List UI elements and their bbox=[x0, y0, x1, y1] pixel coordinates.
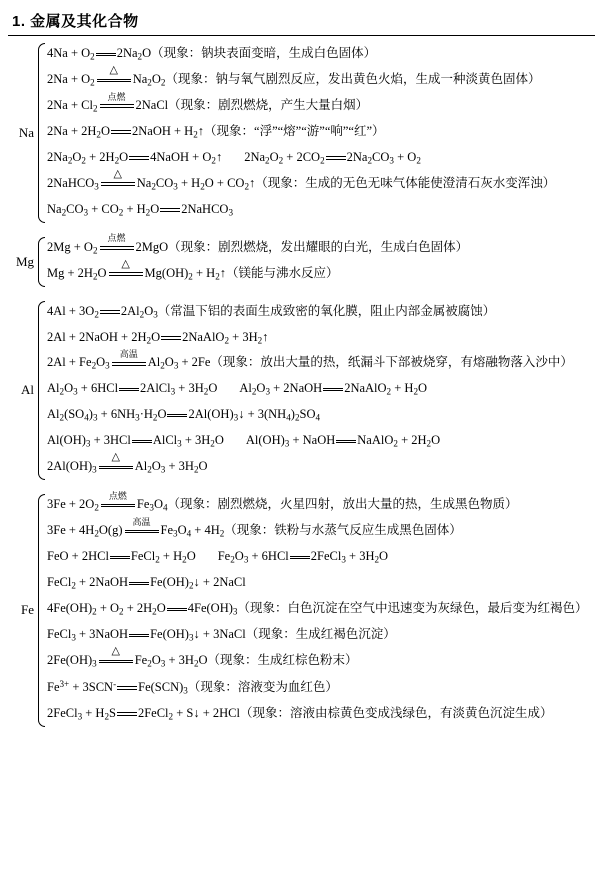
group-label-al: Al bbox=[21, 382, 34, 398]
equation-list-fe bbox=[47, 490, 595, 727]
equation-row: $2Na_2O_2 + 2H_2O$ 4NaOH + $O_2↑$ $2Na_2O_2 + 2CO_2$ $2Na_2CO_3 + O_2$ bbox=[47, 149, 421, 166]
group-label-na: Na bbox=[18, 124, 34, 140]
group-label-mg: Mg bbox=[15, 253, 34, 269]
group-fe bbox=[8, 490, 595, 727]
equation-row: $2Na + 2H_2O$ 2NaOH + $H_2↑$（现象：“浮”“熔”“游”“响”“红”） bbox=[47, 123, 385, 140]
equation-row: 2NaHCO$_3$ △ $Na_2CO_3 + H_2O$ + $CO_2↑$（现象：生成的无色无味气体能使澄清石灰水变浑浊） bbox=[47, 167, 556, 192]
equation-row: FeCl$_3$ + 3NaOH $Fe(OH)_3↓$ + 3NaCl（现象：生成红褐色沉淀） bbox=[47, 627, 396, 643]
group-brace bbox=[35, 300, 44, 482]
equation-row: 2Al + 2NaOH + $2H_2O$ 2NaAlO$_2$ + $3H_2↑$ bbox=[47, 329, 269, 346]
group-brace bbox=[35, 493, 44, 727]
equation-row: FeCl$_2$ + 2NaOH $Fe(OH)_2↓$ + 2NaCl bbox=[47, 575, 246, 591]
equation-row: $4Fe(OH)_2 + O_2 + 2H_2O$ $4Fe(OH)_3$（现象：白色沉淀在空气中迅速变为灰绿色，最后变为红褐色） bbox=[47, 601, 588, 617]
equation-row: $4Al + 3O_2$ $2Al_2O_3$（常温下铝的表面生成致密的氧化膜，阻止内部金属被腐蚀） bbox=[47, 303, 496, 320]
equation-row: $Al_2O_3 + 6HCl$ 2AlCl$_3$ + $3H_2O$ $Al_2O_3$ + 2NaOH 2NaAlO$_2$ + $H_2O$ bbox=[47, 381, 428, 397]
equation-row: $Al_2(SO_4)_3 + 6NH_3\cdot H_2O$ $2Al(OH)_3↓ + 3(NH_4)_2SO_4$ bbox=[47, 407, 321, 423]
equation-row: $Fe^{3+} + 3SCN^-$ $Fe(SCN)_3$（现象：溶液变为血红色） bbox=[47, 678, 338, 696]
equation-row: $3Fe + 2O_2$ 点燃 $Fe_3O_4$（现象：剧烈燃烧，火星四射，放出大量的热，生成黑色物质） bbox=[47, 490, 518, 513]
group-na bbox=[8, 42, 595, 224]
equation-list-al bbox=[47, 300, 595, 482]
equation-list-mg bbox=[47, 233, 595, 288]
equation-row: $2Mg + O_2$ 点燃 2MgO（现象：剧烈燃烧，发出耀眼的白光，生成白色固体） bbox=[47, 233, 469, 256]
group-mg bbox=[8, 233, 595, 288]
page-title: 1. 金属及其化合物 bbox=[12, 13, 139, 30]
group-brace bbox=[35, 236, 44, 288]
equation-row: $4Na + O_2$ $2Na_2O$（现象：钠块表面变暗，生成白色固体） bbox=[47, 46, 377, 62]
equation-row: FeO + 2HCl FeCl$_2$ + $H_2O$ $Fe_2O_3 + 6HCl$ 2FeCl$_3$ + $3H_2O$ bbox=[47, 549, 389, 565]
group-al bbox=[8, 300, 595, 482]
equation-row: $3Fe + 4H_2O(g)$ 高温 $Fe_3O_4 + 4H_2$（现象：铁粉与水蒸气反应生成黑色固体） bbox=[47, 516, 462, 539]
equation-row: $Na_2CO_3 + CO_2 + H_2O$ 2NaHCO$_3$ bbox=[47, 201, 234, 218]
equation-row: $Al(OH)_3 + 3HCl$ AlCl$_3$ + $3H_2O$ $Al(OH)_3$ + NaOH NaAlO$_2$ + $2H_2O$ bbox=[47, 433, 441, 449]
group-label-fe: Fe bbox=[21, 602, 34, 618]
equation-row: $2Al(OH)_3$ △ $Al_2O_3 + 3H_2O$ bbox=[47, 451, 208, 475]
equation-list-na bbox=[47, 42, 595, 224]
group-brace bbox=[35, 42, 44, 224]
equation-row: $2Na + Cl_2$ 点燃 2NaCl（现象：剧烈燃烧，产生大量白烟） bbox=[47, 91, 369, 114]
title-divider bbox=[8, 35, 595, 36]
equation-row: $2Na + O_2$ △ $Na_2O_2$（现象：钠与氧气剧烈反应，发出黄色火焰，生成一种淡黄色固体） bbox=[47, 64, 541, 88]
equation-row: 2FeCl$_3$ + $H_2S$ 2FeCl$_2$ + S↓ + 2HCl（现象：溶液由棕黄色变成浅绿色，有淡黄色沉淀生成） bbox=[47, 705, 553, 722]
equation-row: $2Fe(OH)_3$ △ $Fe_2O_3 + 3H_2O$（现象：生成红棕色粉末） bbox=[47, 645, 358, 669]
equation-row: $Mg + 2H_2O$ △ $Mg(OH)_2$ + $H_2↑$（镁能与沸水反应） bbox=[47, 257, 339, 282]
equation-row: $2Al + Fe_2O_3$ 高温 $Al_2O_3 + 2Fe$（现象：放出大量的热，纸漏斗下部被烧穿，有熔融物落入沙中） bbox=[47, 349, 573, 372]
